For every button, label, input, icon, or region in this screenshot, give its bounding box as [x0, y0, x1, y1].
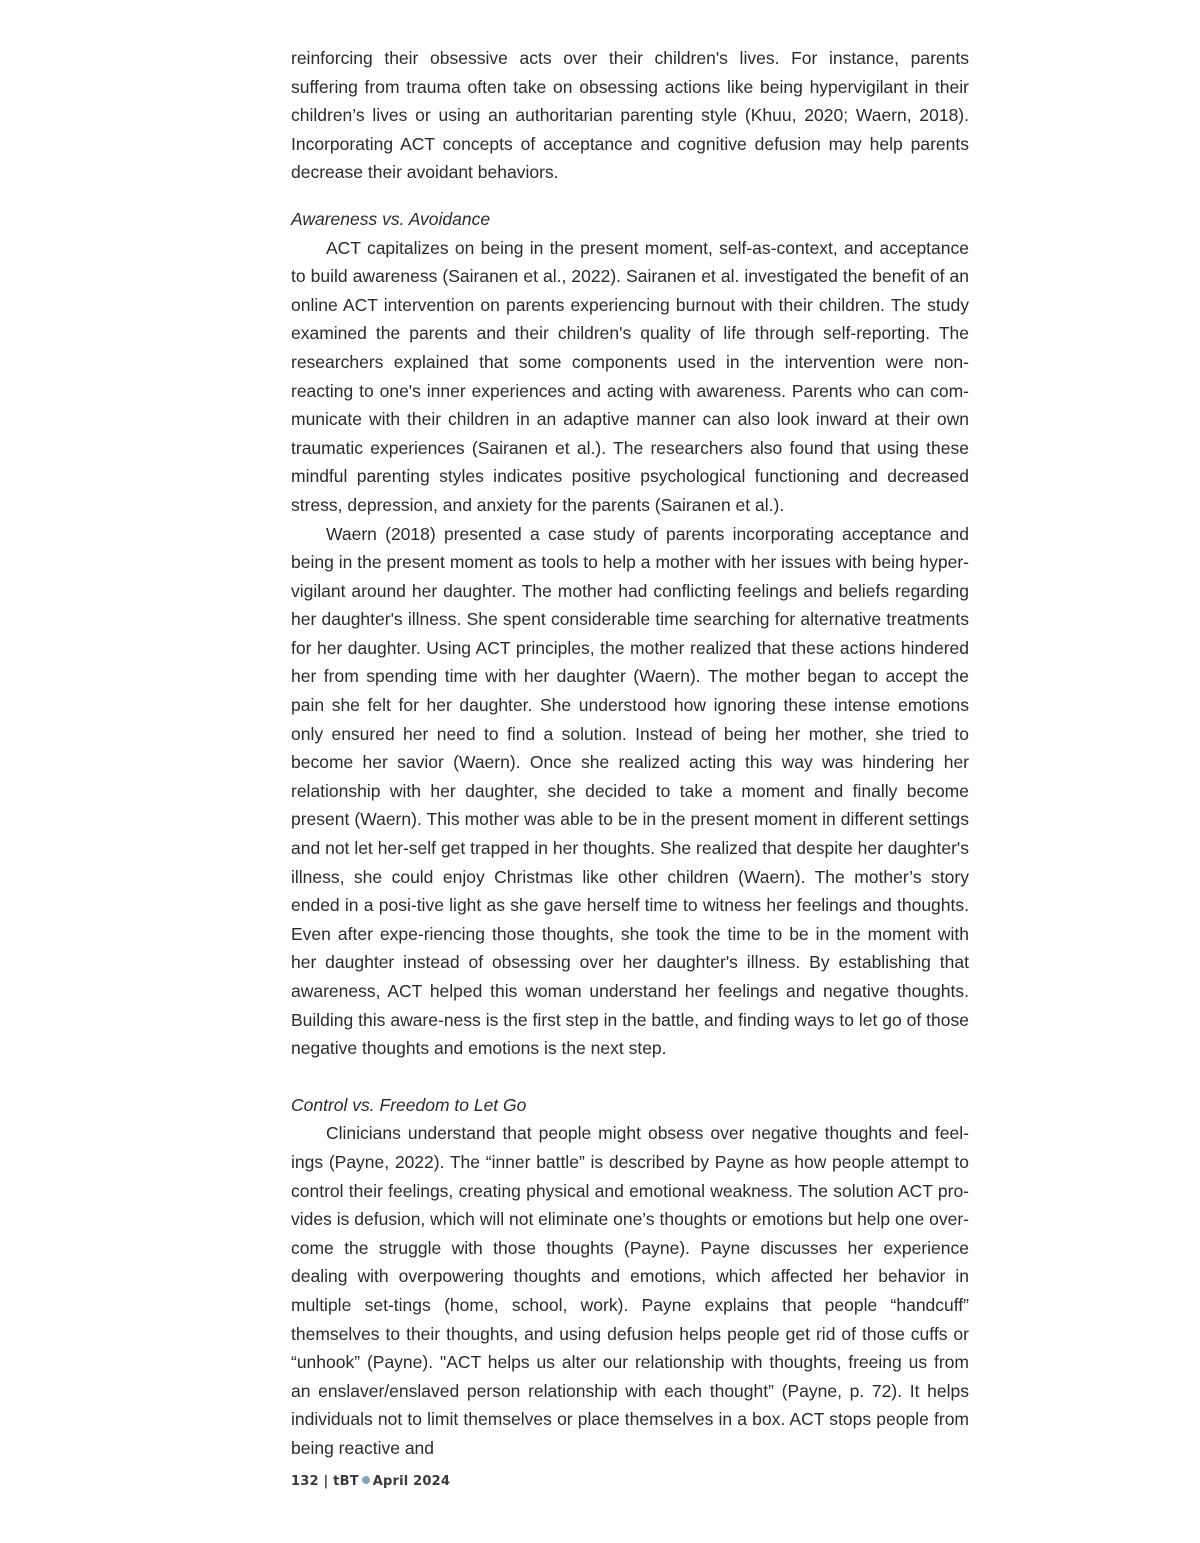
paragraph-control-1: Clinicians understand that people might obsess over negative thoughts and feel-ings (Payne, 2022). The “inner battle” is described by Payne as how people attempt to control their feelings, creating physical and emotional weakness. The solution ACT pro-vides is defusion, which will not eliminate one’s thoughts or emotions but help one over-come the struggle with those thoughts (Payne). Payne discusses her experience dealing with overpowering thoughts and emotions, which affected her behavior in multiple set-tings (home, school, work). Payne explains that people “handcuff” themselves to their thoughts, and using defusion helps people get rid of those cuffs or “unhook” (Payne). "ACT helps us alter our relationship with thoughts, freeing us from an enslaver/enslaved person relationship with each thought” (Payne, p. 72). It helps individuals not to limit themselves or place themselves in a box. ACT stops people from being reactive and [291, 1123, 969, 1458]
paragraph-awareness-1: ACT capitalizes on being in the present moment, self-as-context, and acceptance to build awareness (Sairanen et al., 2022). Sairanen et al. investigated the benefit of an online ACT intervention on parents experiencing burnout with their children. The study examined the parents and their children's quality of life through self-reporting. The researchers explained that some components used in the intervention were non-reacting to one's inner experiences and acting with awareness. Parents who can com-municate with their children in an adaptive manner can also look inward at their own traumatic experiences (Sairanen et al.). The researchers also found that using these mindful parenting styles indicates positive psychological functioning and decreased stress, depression, and anxiety for the parents (Sairanen et al.). [291, 237, 969, 515]
bullet-dot-icon [362, 1476, 370, 1484]
section-heading-awareness: Awareness vs. Avoidance [291, 208, 491, 229]
article-body [291, 44, 969, 1463]
paragraph-intro: reinforcing their obsessive acts over their children's lives. For instance, parents suffering from trauma often take on obsessing actions like being hypervigilant in their children’s lives or using an authoritarian parenting style (Khuu, 2020; Waern, 2018). Incorporating ACT concepts of acceptance and cognitive defusion may help parents decrease their avoidant behaviors. [291, 48, 969, 183]
page-number: 132 [291, 1474, 319, 1489]
journal-name: tBT [333, 1474, 359, 1489]
paragraph-awareness-2: Waern (2018) presented a case study of parents incorporating acceptance and being in the present moment as tools to help a mother with her issues with being hyper-vigilant around her daughter. The mother had conflicting feelings and beliefs regarding her daughter's illness. She spent considerable time searching for alternative treatments for her daughter. Using ACT principles, the mother realized that these actions hindered her from spending time with her daughter (Waern). The mother began to accept the pain she felt for her daughter. She understood how ignoring these intense emotions only ensured her need to find a solution. Instead of being her mother, she tried to become her savior (Waern). Once she realized acting this way was hindering her relationship with her daughter, she decided to take a moment and finally become present (Waern). This mother was able to be in the present moment in different settings and not let her-self get trapped in her thoughts. She realized that despite her daughter's illness, she could enjoy Christmas like other children (Waern). The mother’s story ended in a posi-tive light as she gave herself time to witness her feelings and thoughts. Even after expe-riencing those thoughts, she took the time to be in the moment with her daughter instead of obsessing over her daughter's illness. By establishing that awareness, ACT helped this woman understand her feelings and negative thoughts. Building this aware-ness is the first step in the battle, and finding ways to let go of those negative thoughts and emotions is the next step. [291, 523, 969, 1059]
footer-separator: | [323, 1474, 329, 1489]
issue-date: April 2024 [372, 1474, 451, 1489]
page-footer [291, 1474, 450, 1489]
section-heading-control: Control vs. Freedom to Let Go [291, 1094, 527, 1115]
